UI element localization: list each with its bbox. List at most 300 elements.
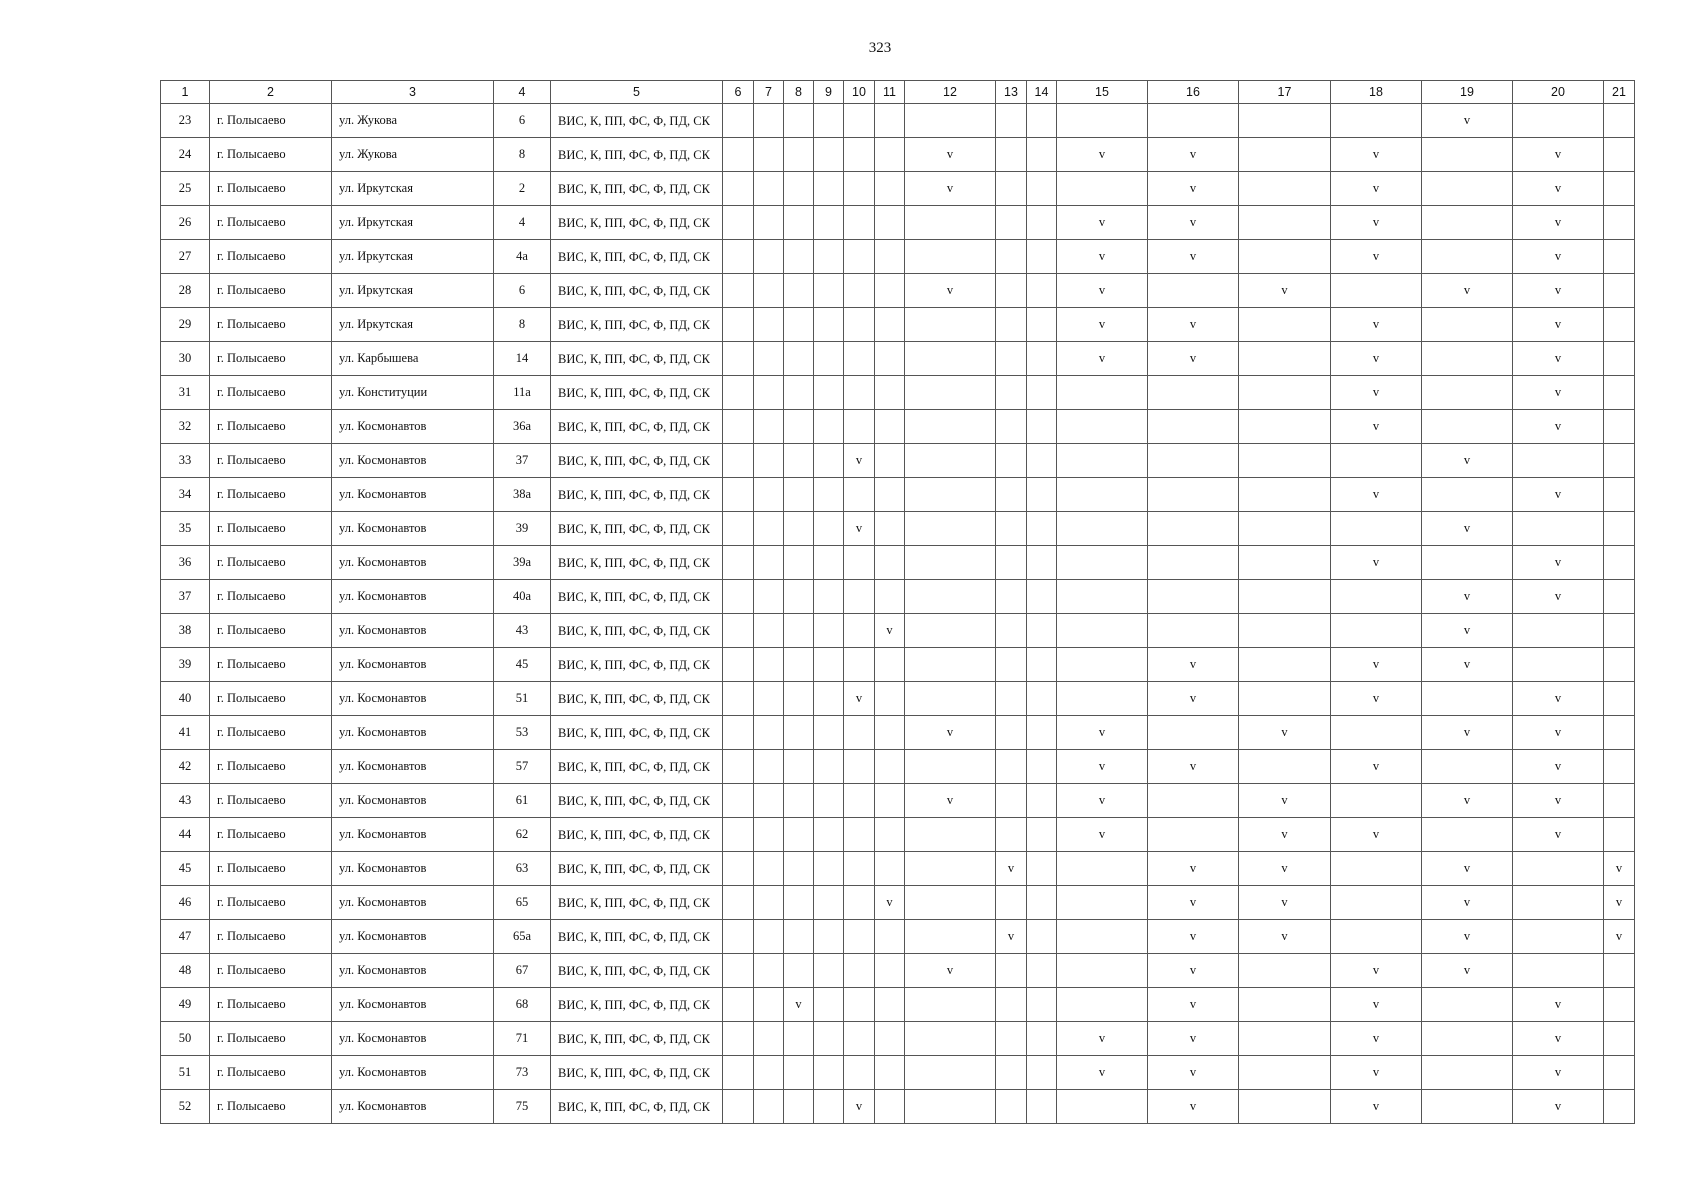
column-17-cell [1239, 240, 1331, 274]
column-10-cell [844, 716, 875, 750]
street-cell: ул. Иркутская [332, 240, 494, 274]
column-13-cell [996, 478, 1027, 512]
check-mark-cell: v [1239, 886, 1331, 920]
column-11-cell [875, 444, 905, 478]
column-6-cell [723, 954, 754, 988]
check-mark-cell: v [1057, 1022, 1148, 1056]
table-row [161, 138, 1635, 172]
check-mark-cell: v [1331, 954, 1422, 988]
column-13-cell [996, 580, 1027, 614]
column-7-cell [754, 648, 784, 682]
column-7-cell [754, 784, 784, 818]
column-12-cell [905, 206, 996, 240]
data-table [160, 80, 1635, 1124]
column-9-cell [814, 274, 844, 308]
column-11-cell [875, 852, 905, 886]
column-17-cell [1239, 546, 1331, 580]
column-7-cell [754, 1022, 784, 1056]
street-cell: ул. Карбышева [332, 342, 494, 376]
column-11-cell [875, 648, 905, 682]
column-header-15: 15 [1057, 81, 1148, 104]
column-13-cell [996, 648, 1027, 682]
table-row [161, 954, 1635, 988]
column-header-12: 12 [905, 81, 996, 104]
column-21-cell [1604, 274, 1635, 308]
column-header-2: 2 [210, 81, 332, 104]
row-number-cell: 51 [161, 1056, 210, 1090]
check-mark-cell: v [1422, 580, 1513, 614]
column-header-1: 1 [161, 81, 210, 104]
check-mark-cell: v [1513, 1090, 1604, 1124]
column-15-cell [1057, 954, 1148, 988]
column-19-cell [1422, 342, 1513, 376]
column-13-cell [996, 716, 1027, 750]
column-21-cell [1604, 954, 1635, 988]
check-mark-cell: v [844, 444, 875, 478]
check-mark-cell: v [1513, 818, 1604, 852]
row-number-cell: 33 [161, 444, 210, 478]
column-14-cell [1027, 444, 1057, 478]
street-cell: ул. Космонавтов [332, 614, 494, 648]
column-21-cell [1604, 784, 1635, 818]
check-mark-cell: v [1331, 410, 1422, 444]
column-21-cell [1604, 172, 1635, 206]
column-7-cell [754, 342, 784, 376]
check-mark-cell: v [1057, 308, 1148, 342]
column-11-cell [875, 682, 905, 716]
column-6-cell [723, 138, 754, 172]
row-number-cell: 42 [161, 750, 210, 784]
street-cell: ул. Космонавтов [332, 784, 494, 818]
column-12-cell [905, 1090, 996, 1124]
column-14-cell [1027, 920, 1057, 954]
city-cell: г. Полысаево [210, 512, 332, 546]
column-13-cell [996, 954, 1027, 988]
column-14-cell [1027, 1056, 1057, 1090]
check-mark-cell: v [1057, 206, 1148, 240]
column-19-cell [1422, 410, 1513, 444]
city-cell: г. Полысаево [210, 274, 332, 308]
check-mark-cell: v [905, 138, 996, 172]
check-mark-cell: v [1057, 716, 1148, 750]
check-mark-cell: v [1239, 852, 1331, 886]
check-mark-cell: v [1057, 240, 1148, 274]
check-mark-cell: v [1422, 614, 1513, 648]
column-9-cell [814, 478, 844, 512]
column-8-cell [784, 1022, 814, 1056]
column-header-11: 11 [875, 81, 905, 104]
column-7-cell [754, 580, 784, 614]
column-14-cell [1027, 546, 1057, 580]
column-10-cell [844, 240, 875, 274]
header-row [161, 81, 1635, 104]
column-7-cell [754, 478, 784, 512]
row-number-cell: 30 [161, 342, 210, 376]
column-12-cell [905, 308, 996, 342]
house-number-cell: 39 [494, 512, 551, 546]
column-9-cell [814, 410, 844, 444]
city-cell: г. Полысаево [210, 206, 332, 240]
column-7-cell [754, 954, 784, 988]
row-number-cell: 23 [161, 104, 210, 138]
column-10-cell [844, 954, 875, 988]
code-cell: ВИС, К, ПП, ФС, Ф, ПД, СК [551, 478, 723, 512]
column-11-cell [875, 376, 905, 410]
check-mark-cell: v [1513, 342, 1604, 376]
house-number-cell: 61 [494, 784, 551, 818]
check-mark-cell: v [905, 172, 996, 206]
column-13-cell [996, 1056, 1027, 1090]
column-8-cell [784, 920, 814, 954]
row-number-cell: 40 [161, 682, 210, 716]
row-number-cell: 48 [161, 954, 210, 988]
column-11-cell [875, 308, 905, 342]
column-19-cell [1422, 750, 1513, 784]
code-cell: ВИС, К, ПП, ФС, Ф, ПД, СК [551, 172, 723, 206]
column-13-cell [996, 104, 1027, 138]
column-14-cell [1027, 274, 1057, 308]
column-18-cell [1331, 444, 1422, 478]
code-cell: ВИС, К, ПП, ФС, Ф, ПД, СК [551, 682, 723, 716]
house-number-cell: 75 [494, 1090, 551, 1124]
column-17-cell [1239, 308, 1331, 342]
street-cell: ул. Космонавтов [332, 886, 494, 920]
city-cell: г. Полысаево [210, 784, 332, 818]
city-cell: г. Полысаево [210, 852, 332, 886]
table-row [161, 1090, 1635, 1124]
check-mark-cell: v [1422, 648, 1513, 682]
column-13-cell [996, 614, 1027, 648]
column-8-cell [784, 886, 814, 920]
column-13-cell [996, 1022, 1027, 1056]
column-11-cell [875, 920, 905, 954]
column-11-cell [875, 716, 905, 750]
column-8-cell [784, 784, 814, 818]
column-7-cell [754, 206, 784, 240]
check-mark-cell: v [1513, 682, 1604, 716]
column-6-cell [723, 818, 754, 852]
column-15-cell [1057, 376, 1148, 410]
column-21-cell [1604, 308, 1635, 342]
column-14-cell [1027, 750, 1057, 784]
column-13-cell [996, 206, 1027, 240]
check-mark-cell: v [1513, 1022, 1604, 1056]
column-10-cell [844, 410, 875, 444]
house-number-cell: 57 [494, 750, 551, 784]
column-9-cell [814, 172, 844, 206]
check-mark-cell: v [1331, 376, 1422, 410]
column-header-21: 21 [1604, 81, 1635, 104]
column-17-cell [1239, 172, 1331, 206]
column-7-cell [754, 410, 784, 444]
column-15-cell [1057, 172, 1148, 206]
column-19-cell [1422, 1056, 1513, 1090]
column-9-cell [814, 444, 844, 478]
column-20-cell [1513, 444, 1604, 478]
column-13-cell [996, 750, 1027, 784]
column-17-cell [1239, 1090, 1331, 1124]
check-mark-cell: v [1148, 852, 1239, 886]
check-mark-cell: v [1148, 682, 1239, 716]
column-6-cell [723, 784, 754, 818]
street-cell: ул. Космонавтов [332, 818, 494, 852]
column-11-cell [875, 988, 905, 1022]
column-18-cell [1331, 886, 1422, 920]
column-19-cell [1422, 206, 1513, 240]
column-9-cell [814, 682, 844, 716]
check-mark-cell: v [1513, 138, 1604, 172]
city-cell: г. Полысаево [210, 1090, 332, 1124]
column-8-cell [784, 1090, 814, 1124]
column-7-cell [754, 138, 784, 172]
city-cell: г. Полысаево [210, 954, 332, 988]
column-9-cell [814, 852, 844, 886]
column-13-cell [996, 308, 1027, 342]
house-number-cell: 6 [494, 104, 551, 138]
column-10-cell [844, 308, 875, 342]
table-row [161, 886, 1635, 920]
code-cell: ВИС, К, ПП, ФС, Ф, ПД, СК [551, 342, 723, 376]
column-8-cell [784, 648, 814, 682]
table-row [161, 920, 1635, 954]
column-17-cell [1239, 580, 1331, 614]
column-20-cell [1513, 954, 1604, 988]
row-number-cell: 38 [161, 614, 210, 648]
street-cell: ул. Иркутская [332, 274, 494, 308]
code-cell: ВИС, К, ПП, ФС, Ф, ПД, СК [551, 274, 723, 308]
column-19-cell [1422, 546, 1513, 580]
column-18-cell [1331, 920, 1422, 954]
column-20-cell [1513, 852, 1604, 886]
column-10-cell [844, 988, 875, 1022]
column-19-cell [1422, 682, 1513, 716]
column-19-cell [1422, 138, 1513, 172]
column-header-17: 17 [1239, 81, 1331, 104]
column-6-cell [723, 920, 754, 954]
column-14-cell [1027, 716, 1057, 750]
city-cell: г. Полысаево [210, 750, 332, 784]
check-mark-cell: v [1331, 546, 1422, 580]
column-21-cell [1604, 444, 1635, 478]
check-mark-cell: v [1331, 988, 1422, 1022]
column-header-4: 4 [494, 81, 551, 104]
column-14-cell [1027, 104, 1057, 138]
code-cell: ВИС, К, ПП, ФС, Ф, ПД, СК [551, 104, 723, 138]
column-17-cell [1239, 988, 1331, 1022]
column-17-cell [1239, 512, 1331, 546]
column-6-cell [723, 716, 754, 750]
code-cell: ВИС, К, ПП, ФС, Ф, ПД, СК [551, 818, 723, 852]
column-11-cell [875, 274, 905, 308]
table-row [161, 682, 1635, 716]
column-21-cell [1604, 104, 1635, 138]
column-16-cell [1148, 410, 1239, 444]
column-19-cell [1422, 988, 1513, 1022]
column-7-cell [754, 444, 784, 478]
house-number-cell: 8 [494, 138, 551, 172]
check-mark-cell: v [1331, 750, 1422, 784]
code-cell: ВИС, К, ПП, ФС, Ф, ПД, СК [551, 716, 723, 750]
column-7-cell [754, 988, 784, 1022]
column-11-cell [875, 580, 905, 614]
check-mark-cell: v [1239, 274, 1331, 308]
street-cell: ул. Космонавтов [332, 954, 494, 988]
column-17-cell [1239, 342, 1331, 376]
street-cell: ул. Космонавтов [332, 478, 494, 512]
column-8-cell [784, 342, 814, 376]
check-mark-cell: v [1513, 546, 1604, 580]
column-6-cell [723, 342, 754, 376]
check-mark-cell: v [1331, 240, 1422, 274]
column-9-cell [814, 308, 844, 342]
column-11-cell [875, 206, 905, 240]
column-7-cell [754, 1090, 784, 1124]
check-mark-cell: v [1513, 478, 1604, 512]
table-row [161, 342, 1635, 376]
column-18-cell [1331, 580, 1422, 614]
house-number-cell: 4а [494, 240, 551, 274]
column-19-cell [1422, 240, 1513, 274]
column-21-cell [1604, 716, 1635, 750]
check-mark-cell: v [1148, 172, 1239, 206]
code-cell: ВИС, К, ПП, ФС, Ф, ПД, СК [551, 138, 723, 172]
house-number-cell: 6 [494, 274, 551, 308]
column-8-cell [784, 138, 814, 172]
column-18-cell [1331, 274, 1422, 308]
column-13-cell [996, 682, 1027, 716]
column-14-cell [1027, 308, 1057, 342]
check-mark-cell: v [1422, 104, 1513, 138]
row-number-cell: 31 [161, 376, 210, 410]
column-6-cell [723, 988, 754, 1022]
column-11-cell [875, 784, 905, 818]
table-row [161, 1056, 1635, 1090]
city-cell: г. Полысаево [210, 1056, 332, 1090]
column-6-cell [723, 1090, 754, 1124]
column-8-cell [784, 104, 814, 138]
check-mark-cell: v [1148, 1022, 1239, 1056]
row-number-cell: 37 [161, 580, 210, 614]
column-15-cell [1057, 614, 1148, 648]
city-cell: г. Полысаево [210, 682, 332, 716]
code-cell: ВИС, К, ПП, ФС, Ф, ПД, СК [551, 920, 723, 954]
column-9-cell [814, 1022, 844, 1056]
column-7-cell [754, 852, 784, 886]
check-mark-cell: v [1604, 920, 1635, 954]
column-header-10: 10 [844, 81, 875, 104]
column-10-cell [844, 1022, 875, 1056]
column-16-cell [1148, 512, 1239, 546]
column-17-cell [1239, 478, 1331, 512]
column-14-cell [1027, 1022, 1057, 1056]
row-number-cell: 26 [161, 206, 210, 240]
column-7-cell [754, 750, 784, 784]
column-16-cell [1148, 716, 1239, 750]
column-16-cell [1148, 376, 1239, 410]
column-7-cell [754, 716, 784, 750]
check-mark-cell: v [1513, 172, 1604, 206]
table-row [161, 308, 1635, 342]
row-number-cell: 49 [161, 988, 210, 1022]
column-12-cell [905, 818, 996, 852]
column-9-cell [814, 580, 844, 614]
column-18-cell [1331, 852, 1422, 886]
column-21-cell [1604, 138, 1635, 172]
check-mark-cell: v [1148, 138, 1239, 172]
column-16-cell [1148, 104, 1239, 138]
column-9-cell [814, 648, 844, 682]
house-number-cell: 62 [494, 818, 551, 852]
city-cell: г. Полысаево [210, 478, 332, 512]
column-13-cell [996, 988, 1027, 1022]
column-8-cell [784, 240, 814, 274]
column-6-cell [723, 648, 754, 682]
house-number-cell: 73 [494, 1056, 551, 1090]
column-header-20: 20 [1513, 81, 1604, 104]
row-number-cell: 29 [161, 308, 210, 342]
column-10-cell [844, 206, 875, 240]
column-14-cell [1027, 240, 1057, 274]
column-header-13: 13 [996, 81, 1027, 104]
table-row [161, 648, 1635, 682]
house-number-cell: 37 [494, 444, 551, 478]
column-9-cell [814, 342, 844, 376]
column-6-cell [723, 852, 754, 886]
check-mark-cell: v [1148, 1090, 1239, 1124]
column-19-cell [1422, 1090, 1513, 1124]
column-21-cell [1604, 376, 1635, 410]
column-8-cell [784, 750, 814, 784]
column-17-cell [1239, 376, 1331, 410]
column-16-cell [1148, 580, 1239, 614]
row-number-cell: 25 [161, 172, 210, 206]
column-15-cell [1057, 852, 1148, 886]
row-number-cell: 39 [161, 648, 210, 682]
column-14-cell [1027, 342, 1057, 376]
column-13-cell [996, 1090, 1027, 1124]
column-6-cell [723, 512, 754, 546]
column-17-cell [1239, 1022, 1331, 1056]
check-mark-cell: v [1331, 172, 1422, 206]
column-14-cell [1027, 648, 1057, 682]
column-9-cell [814, 104, 844, 138]
row-number-cell: 28 [161, 274, 210, 308]
column-15-cell [1057, 104, 1148, 138]
column-header-19: 19 [1422, 81, 1513, 104]
column-12-cell [905, 886, 996, 920]
code-cell: ВИС, К, ПП, ФС, Ф, ПД, СК [551, 886, 723, 920]
column-20-cell [1513, 920, 1604, 954]
table-row [161, 852, 1635, 886]
column-9-cell [814, 240, 844, 274]
column-13-cell [996, 410, 1027, 444]
table-row [161, 512, 1635, 546]
column-10-cell [844, 1056, 875, 1090]
street-cell: ул. Космонавтов [332, 852, 494, 886]
column-8-cell [784, 206, 814, 240]
table-row [161, 478, 1635, 512]
column-13-cell [996, 172, 1027, 206]
column-12-cell [905, 750, 996, 784]
column-16-cell [1148, 478, 1239, 512]
check-mark-cell: v [1148, 750, 1239, 784]
column-14-cell [1027, 682, 1057, 716]
column-10-cell [844, 376, 875, 410]
column-12-cell [905, 580, 996, 614]
column-12-cell [905, 920, 996, 954]
street-cell: ул. Жукова [332, 104, 494, 138]
check-mark-cell: v [1331, 818, 1422, 852]
